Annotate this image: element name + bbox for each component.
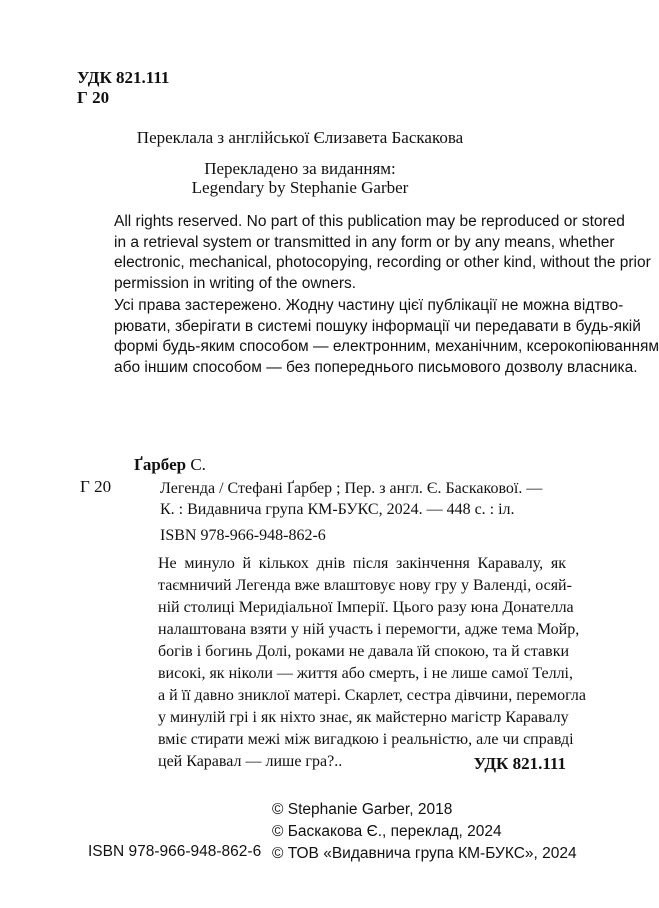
rights-ua-line: Усі права застережено. Жодну частину цієї публікації не можна відтво- [114, 297, 624, 314]
annotation-line: цей Каравал — лише гра?.. [158, 753, 343, 770]
annotation-line: у минулій грі і як ніхто знає, як майстерно магістр Каравалу [158, 709, 569, 726]
original-title: Legendary by Stephanie Garber [191, 178, 409, 197]
annotation-line: таємничий Легенда вже влаштовує нову гру у Валенді, осяй- [158, 577, 572, 594]
annotation-line: налаштована взяти у ній участь і перемогти, адже тема Мойр, [158, 621, 580, 638]
biblio-line-2: К. : Видавнича група КМ-БУКС, 2024. — 448 с. : іл. [160, 501, 515, 518]
rights-ua-line: рювати, зберігати в системі пошуку інформації чи передавати в будь-якій [114, 317, 641, 335]
copyright-line: © Stephanie Garber, 2018 [272, 801, 453, 818]
annotation-line: ній столиці Меридіальної Імперії. Цього разу юна Донателла [158, 599, 574, 616]
annotation-line: Не минуло й кількох днів після закінчення Каравалу, як [158, 555, 566, 572]
translator-line: Переклала з англійської Єлизавета Баскакова [136, 128, 464, 147]
copyright-block [272, 799, 577, 865]
annotation-line: а й її давно зниклої матері. Скарлет, сестра дівчини, перемогла [158, 687, 586, 704]
copyright-line: © Баскакова Є., переклад, 2024 [272, 823, 502, 840]
biblio-line-1: Легенда / Стефані Ґарбер ; Пер. з англ. Є. Баскакової. — [160, 480, 543, 497]
copyright-line: © ТОВ «Видавнича група КМ-БУКС», 2024 [272, 845, 577, 862]
g-code-top: Г 20 [77, 88, 110, 107]
udk-code-bottom: УДК 821.111 [473, 754, 566, 773]
rights-ua-line: формі будь-яким способом — електронним, механічним, ксерокопіюванням [114, 338, 659, 355]
rights-en-line: in a retrieval system or transmitted in any form or by any means, whether [114, 233, 615, 251]
rights-en-line: electronic, mechanical, photocopying, recording or other kind, without the prior [114, 254, 651, 271]
g-code: Г 20 [80, 477, 112, 496]
udk-code-top: УДК 821.111 [77, 68, 170, 87]
isbn-bottom: ISBN 978-966-948-862-6 [88, 843, 262, 860]
author-heading [134, 455, 206, 475]
annotation-line: високі, як ніколи — життя або смерть, і не лише самої Теллі, [158, 665, 573, 682]
isbn: ISBN 978-966-948-862-6 [160, 527, 326, 544]
rights-en-line: permission in writing of the owners. [114, 274, 357, 292]
rights-en-line: All rights reserved. No part of this publication may be reproduced or stored [114, 213, 625, 230]
annotation [158, 553, 586, 773]
rights-ua-line: або іншим способом — без попереднього письмового дозволу власника. [114, 358, 638, 376]
annotation-line: вміє стирати межі між вигадкою і реальністю, але чи справді [158, 731, 574, 748]
author-surname: Ґарбер [134, 455, 187, 474]
rights-notice-english [114, 212, 659, 378]
translated-from-label: Перекладено за виданням: [204, 159, 396, 178]
annotation-line: богів і богинь Долі, роками не давала їй спокою, та й ставки [158, 643, 570, 660]
author-initial: С. [190, 455, 206, 474]
